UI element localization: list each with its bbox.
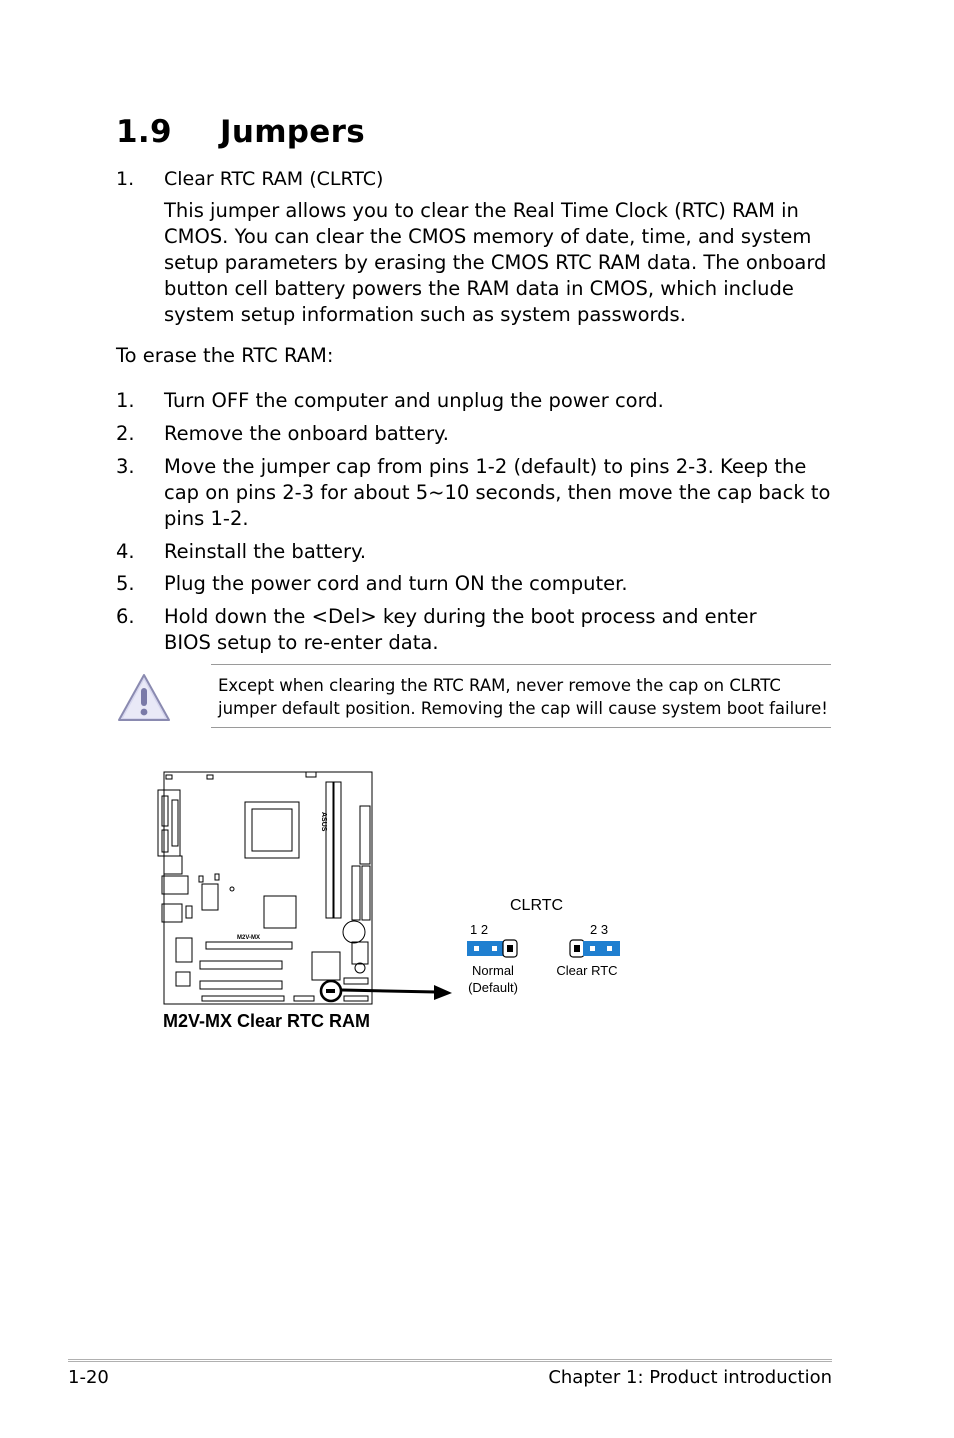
- step-text: Reinstall the battery.: [164, 540, 367, 563]
- diagram-caption: M2V-MX Clear RTC RAM: [163, 1011, 371, 1031]
- step-number: 6.: [116, 605, 135, 628]
- caution-text: Except when clearing the RTC RAM, never remove the cap on CLRTC jumper default position. Removing the cap will cause system boot failure!: [218, 676, 828, 718]
- jumper-location-marker: [326, 989, 335, 993]
- step-item: [116, 539, 836, 565]
- section-title: [116, 114, 365, 150]
- step-item: [116, 604, 836, 656]
- step-number: 1.: [116, 389, 135, 412]
- step-number: 2.: [116, 422, 135, 445]
- step-text: Turn OFF the computer and unplug the power cord.: [164, 389, 664, 412]
- step-number: 5.: [116, 572, 135, 595]
- brand-logo-text: ASUS: [320, 812, 327, 832]
- pointer-arrow-line: [342, 990, 436, 992]
- step-text: Remove the onboard battery.: [164, 422, 449, 445]
- jumper-clear-position: [570, 940, 620, 957]
- erase-heading: To erase the RTC RAM:: [116, 344, 334, 367]
- step-item: [116, 421, 836, 447]
- jumper-name: CLRTC: [510, 897, 564, 914]
- clear-pin-numbers: 2 3: [590, 922, 609, 937]
- normal-pin-numbers: 1 2: [470, 922, 489, 937]
- step-number: 4.: [116, 540, 135, 563]
- subsection-title: Clear RTC RAM (CLRTC): [164, 168, 384, 190]
- section-title-text: Jumpers: [220, 114, 365, 150]
- step-item: [116, 571, 836, 597]
- normal-label: Normal: [472, 963, 514, 978]
- board-label: M2V-MX: [237, 935, 261, 941]
- clear-rtc-label: Clear RTC: [556, 963, 618, 978]
- subsection-heading: [116, 168, 383, 190]
- step-number: 3.: [116, 455, 135, 478]
- step-item: [116, 388, 836, 414]
- section-number: 1.9: [116, 114, 172, 150]
- footer-page-number: 1-20: [68, 1367, 109, 1388]
- motherboard-outline: [158, 772, 372, 1004]
- warning-triangle-icon: [116, 672, 172, 724]
- step-text: Move the jumper cap from pins 1-2 (default) to pins 2-3. Keep the cap on pins 2-3 for about 5~10 seconds, then move the cap back to pins 1-2.: [164, 455, 831, 530]
- jumper-normal-position: [467, 940, 517, 957]
- footer-chapter-title: Chapter 1: Product introduction: [548, 1367, 832, 1388]
- step-text: Hold down the <Del> key during the boot process and enter BIOS setup to re-enter data.: [164, 605, 757, 654]
- step-item: [116, 454, 836, 532]
- pointer-arrow-head: [434, 985, 452, 1000]
- clrtc-jumper-diagram: [0, 760, 954, 1010]
- footer-divider: [68, 1359, 832, 1362]
- step-text: Plug the power cord and turn ON the computer.: [164, 572, 628, 595]
- normal-sublabel: (Default): [468, 980, 518, 995]
- intro-paragraph: This jumper allows you to clear the Real Time Clock (RTC) RAM in CMOS. You can clear the CMOS memory of date, time, and system setup parameters by erasing the CMOS RTC RAM data. The onboard button cell battery powers the RAM data in CMOS, which include system setup information such as system passwords.: [164, 199, 827, 326]
- subsection-number: 1.: [116, 168, 135, 190]
